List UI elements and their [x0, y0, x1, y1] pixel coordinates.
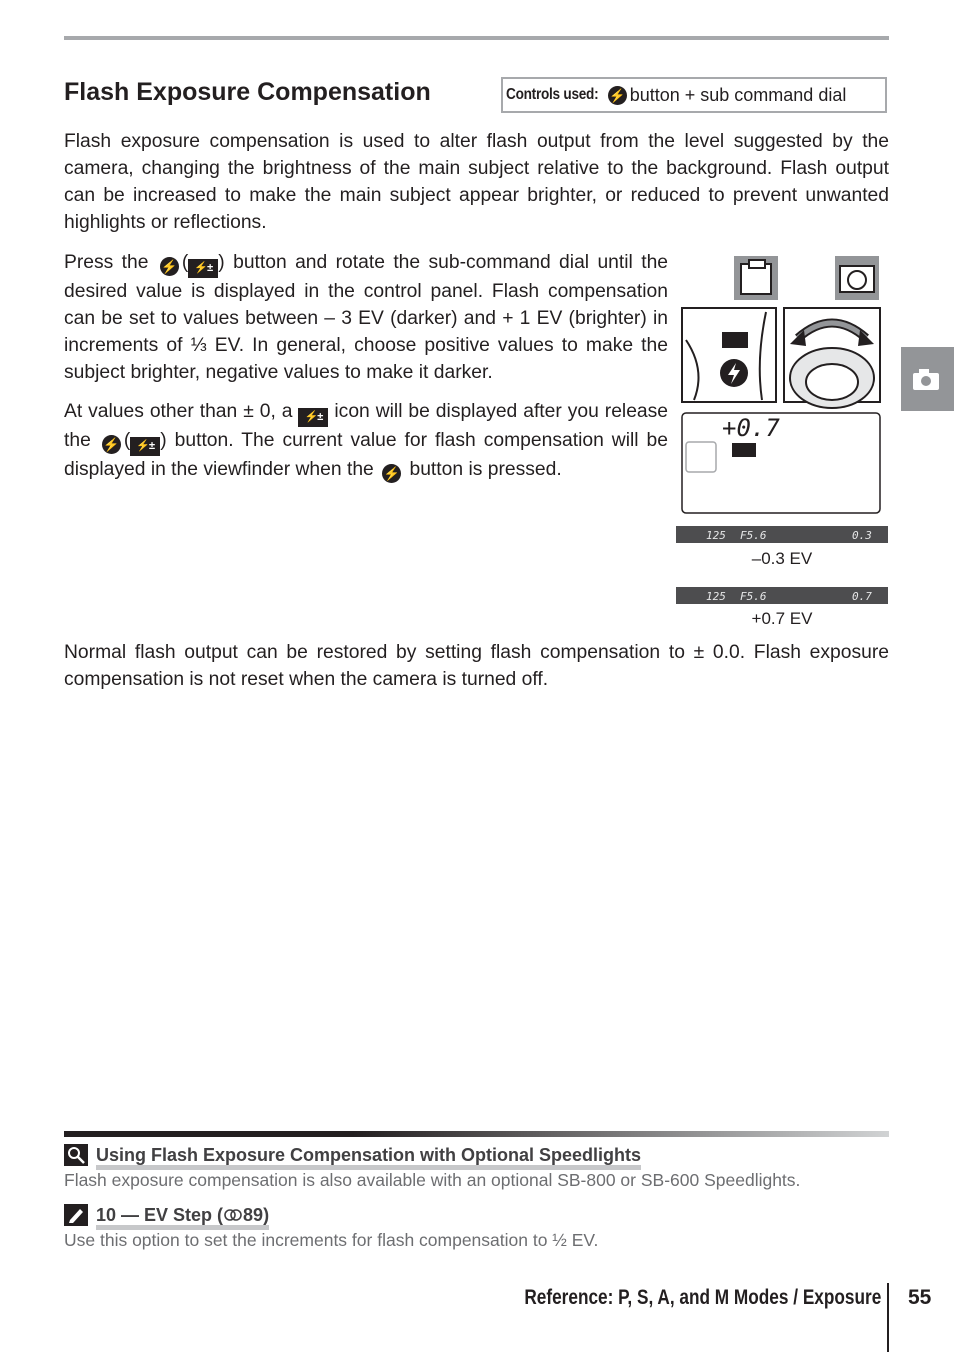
- text: Press the: [64, 252, 149, 273]
- page-reference-icon: [223, 1207, 243, 1223]
- restore-paragraph: Normal flash output can be restored by setting flash compensation to ± 0.0. Flash exposure compensation is not reset when the camera is turned off.: [64, 642, 889, 690]
- flash-compensation-icon: ⚡±: [298, 408, 328, 427]
- flash-button-icon: ⚡: [161, 259, 178, 274]
- bar2-shutter: 125: [706, 590, 726, 603]
- text: (: [123, 430, 131, 451]
- text: button is pressed.: [409, 459, 562, 480]
- note1-text: Flash exposure compensation is also available with an optional SB-800 or SB-600 Speedlights.: [64, 1170, 801, 1190]
- press-paragraph: [64, 249, 668, 386]
- caption-plus: +0.7 EV: [751, 609, 813, 628]
- values-paragraph: [64, 398, 668, 483]
- text: ) button and rotate the sub-command dial until the desired value is displayed in the control panel. Flash compensation can be set to values between – 3 EV (darker) and + 1 EV (brighter) in increments of ⅓ EV. In general, choose positive values to make the subject brighter, negative values to make it darker.: [64, 252, 669, 383]
- note2-heading-page[interactable]: 89): [243, 1205, 270, 1225]
- lcd-value: +0.7: [722, 414, 780, 442]
- bar1-comp: 0.3: [852, 529, 872, 542]
- footer-separator: [887, 1283, 889, 1352]
- flash-button-icon: ⚡: [383, 466, 400, 481]
- bar1-aperture: F5.6: [740, 529, 767, 542]
- text: (: [181, 252, 189, 273]
- controls-used-box: [501, 77, 887, 113]
- controls-text: button + sub command dial: [629, 84, 847, 105]
- notes-rule: [64, 1131, 889, 1137]
- text: ) button. The current value for flash compensation will be displayed in the viewfinder when the: [64, 430, 669, 480]
- text: icon will be displayed after you release the: [64, 401, 669, 451]
- note1-heading: [96, 1145, 641, 1166]
- camera-icon: [901, 347, 954, 411]
- page-number: 55: [908, 1286, 932, 1309]
- page-title: Flash Exposure Compensation: [64, 78, 431, 106]
- top-rule: [64, 36, 889, 40]
- controls-label: Controls used:: [506, 86, 599, 103]
- bar1-shutter: 125: [706, 529, 726, 542]
- flash-compensation-icon: ⚡±: [188, 259, 218, 278]
- magnifier-note-icon: [64, 1144, 88, 1166]
- note1-heading-text: Using Flash Exposure Compensation with Optional Speedlights: [96, 1145, 641, 1170]
- note2-text: Use this option to set the increments for flash compensation to ½ EV.: [64, 1230, 599, 1250]
- pencil-note-icon: [64, 1204, 88, 1226]
- control-panel-lcd: [682, 413, 880, 513]
- text: At values other than ± 0, a: [64, 401, 293, 422]
- flash-button-closeup: [682, 308, 776, 402]
- bar2-comp: 0.7: [852, 590, 872, 603]
- bar2-aperture: F5.6: [740, 590, 767, 603]
- intro-paragraph: Flash exposure compensation is used to alter flash output from the level suggested by the camera, changing the brightness of the main subject relative to the background. Flash output can be increased to make the main subject appear brighter, or reduced to prevent unwanted highlights or reflections.: [64, 131, 889, 233]
- note2-heading-text: 10 — EV Step (: [96, 1205, 224, 1225]
- camera-back-icon: [734, 256, 778, 300]
- flash-button-icon: ⚡: [609, 87, 626, 103]
- flash-button-icon: ⚡: [103, 437, 120, 452]
- footer-section-title: Reference: P, S, A, and M Modes / Exposure: [524, 1286, 881, 1309]
- note2-heading: [96, 1205, 269, 1226]
- caption-minus: –0.3 EV: [751, 549, 813, 568]
- flash-compensation-icon: ⚡±: [130, 437, 160, 456]
- sub-command-dial-closeup: [784, 308, 880, 408]
- camera-front-icon: [835, 256, 879, 300]
- camera-section-tab[interactable]: [901, 347, 954, 411]
